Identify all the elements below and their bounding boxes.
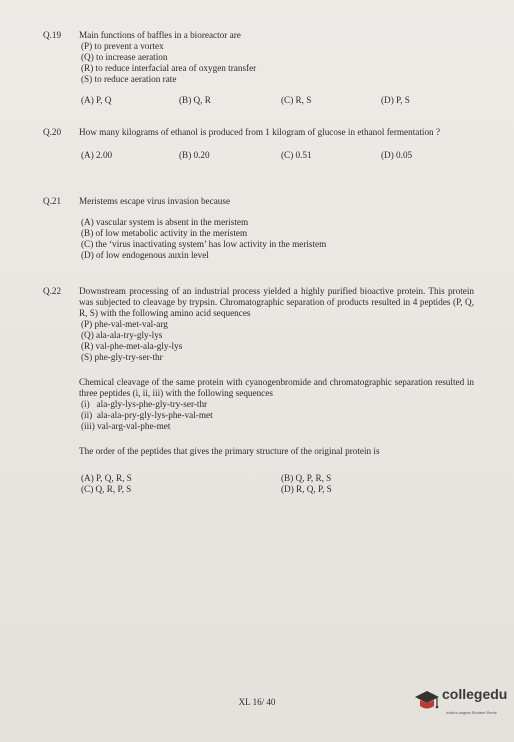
option-a[interactable]: (A) 2.00: [81, 150, 113, 160]
question-text-2: Chemical cleavage of the same protein with cyanogenbromide and chromatographic separation resulted in three peptides (i, ii, iii) with the following sequences: [79, 377, 474, 398]
option-c[interactable]: (C) the ‘virus inactivating system’ has low activity in the meristem: [81, 239, 327, 249]
option-b[interactable]: (B) Q, R: [179, 95, 211, 105]
option-b[interactable]: (B) 0.20: [179, 150, 210, 160]
statement-r: (R) to reduce interfacial area of oxygen transfer: [81, 63, 257, 73]
peptide-s: (S) phe-gly-try-ser-thr: [81, 352, 163, 362]
collegedunia-logo[interactable]: [412, 688, 512, 718]
option-d[interactable]: (D) P, S: [381, 95, 410, 105]
peptide-p: (P) phe-val-met-val-arg: [81, 319, 168, 329]
question-number: Q.19: [43, 30, 62, 40]
option-b[interactable]: (B) Q, P, R, S: [281, 473, 332, 483]
question-number: Q.21: [43, 196, 62, 206]
statement-q: (Q) to increase aeration: [81, 52, 168, 62]
option-c[interactable]: (C) R, S: [281, 95, 312, 105]
fragment-ii: (ii) ala-ala-pry-gly-lys-phe-val-met: [81, 410, 213, 420]
question-text-3: The order of the peptides that gives the primary structure of the original protein is: [79, 446, 380, 456]
fragment-iii: (iii) val-arg-val-phe-met: [81, 421, 171, 431]
question-text: Main functions of baffles in a bioreactor are: [79, 30, 241, 40]
option-d[interactable]: (D) R, Q, P, S: [281, 484, 332, 494]
logo-tagline: India's largest Student Revie: [446, 710, 497, 715]
option-c[interactable]: (C) Q, R, P, S: [81, 484, 132, 494]
answer-options: [79, 150, 474, 161]
statement-s: (S) to reduce aeration rate: [81, 74, 177, 84]
option-a[interactable]: (A) vascular system is absent in the meristem: [81, 217, 249, 227]
option-c[interactable]: (C) 0.51: [281, 150, 312, 160]
question-number: Q.22: [43, 286, 62, 296]
peptide-q: (Q) ala-ala-try-gly-lys: [81, 330, 163, 340]
option-d[interactable]: (D) of low endogenous auxin level: [81, 250, 209, 260]
question-number: Q.20: [43, 127, 62, 137]
page-number: XL 16/ 40: [238, 697, 276, 707]
option-d[interactable]: (D) 0.05: [381, 150, 413, 160]
option-a[interactable]: (A) P, Q: [81, 95, 112, 105]
statement-p: (P) to prevent a vortex: [81, 41, 164, 51]
peptide-r: (R) val-phe-met-ala-gly-lys: [81, 341, 183, 351]
fragment-i: (i) ala-gly-lys-phe-gly-try-ser-thr: [81, 399, 208, 409]
question-text: How many kilograms of ethanol is produced from 1 kilogram of glucose in ethanol fermentation ?: [79, 127, 441, 137]
question-text: Meristems escape virus invasion because: [79, 196, 231, 206]
question-21: [43, 196, 474, 261]
logo-wordmark: collegedu: [442, 686, 508, 702]
question-20: [43, 127, 474, 161]
answer-options: [79, 95, 474, 106]
question-19: [43, 30, 474, 106]
option-a[interactable]: (A) P, Q, R, S: [81, 473, 132, 483]
option-b[interactable]: (B) of low metabolic activity in the meristem: [81, 228, 248, 238]
question-22: [43, 286, 474, 495]
answer-options: [79, 473, 474, 495]
question-text: Downstream processing of an industrial process yielded a highly purified bioactive protein. This protein was subjected to cleavage by trypsin. Chromatographic separation of products resulted in 4 peptides (P, Q, R, S) with the following amino acid sequences: [79, 286, 474, 318]
graduation-cap-icon: [412, 688, 442, 716]
